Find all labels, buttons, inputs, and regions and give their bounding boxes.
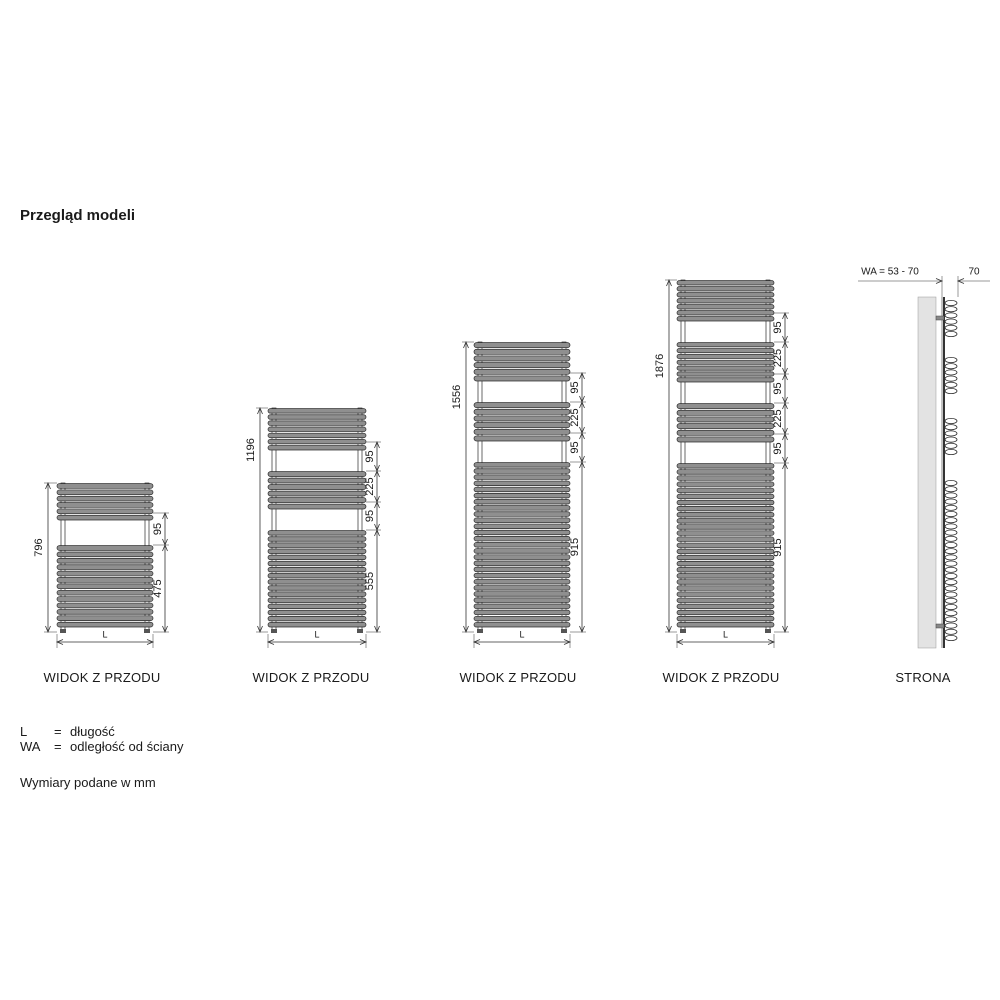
radiator-tube	[474, 463, 570, 468]
radiator-tube	[268, 604, 366, 609]
radiator-foot	[357, 629, 363, 633]
radiator-tube	[474, 493, 570, 498]
radiator-tube	[57, 578, 153, 583]
radiator-tube	[268, 616, 366, 621]
radiator-tube	[57, 509, 153, 514]
segment-label: 95	[363, 509, 376, 523]
radiator-tube	[57, 565, 153, 570]
radiator-tube	[677, 531, 774, 536]
segment-label: 915	[771, 538, 784, 557]
radiator-tube	[677, 410, 774, 415]
radiator-tube	[677, 537, 774, 542]
radiator-tube	[268, 498, 366, 503]
radiator-tube	[677, 430, 774, 435]
radiator-tube	[677, 610, 774, 615]
side-tube-profile	[945, 524, 957, 529]
radiator-tube	[57, 590, 153, 595]
side-tube-profile	[945, 418, 957, 423]
segment-label: 95	[151, 522, 164, 536]
legend-key: WA	[20, 739, 41, 754]
segment-label: 225	[771, 348, 784, 368]
radiator-rail	[681, 280, 685, 632]
radiator-tube	[474, 429, 570, 434]
radiator-tube	[268, 409, 366, 414]
side-tube-profile	[945, 480, 957, 485]
radiator-tube	[677, 476, 774, 481]
radiator-tube	[474, 567, 570, 572]
segment-label: 225	[771, 409, 784, 428]
radiator-tube	[474, 376, 570, 381]
radiator-foot	[271, 629, 277, 633]
radiator-tube	[677, 470, 774, 475]
radiator-tube	[677, 281, 774, 285]
radiator-tube	[474, 423, 570, 428]
caption-model-1: WIDOK Z PRZODU	[43, 670, 161, 685]
radiator-rail	[766, 280, 770, 632]
side-tube-profile	[945, 487, 957, 492]
side-tube-profile	[945, 325, 957, 330]
radiator-tube	[677, 417, 774, 422]
radiator-tube	[268, 622, 366, 627]
radiator-tube	[57, 552, 153, 557]
radiator-tube	[57, 597, 153, 602]
radiator-tube	[268, 485, 366, 490]
radiator-foot	[60, 629, 66, 633]
radiator-tube	[268, 504, 366, 509]
radiator-tube	[677, 317, 774, 321]
radiator-tube	[268, 592, 366, 597]
side-tube-profile	[945, 499, 957, 504]
segment-label: 95	[771, 382, 784, 395]
radiator-tube	[268, 598, 366, 603]
radiator-tube	[57, 496, 153, 501]
radiator-tube	[57, 609, 153, 614]
page-title: Przegląd modeli	[20, 207, 136, 224]
radiator-tube	[474, 530, 570, 535]
height-label: 1556	[450, 384, 463, 410]
legend-row-wall-distance	[20, 739, 183, 754]
caption-model-4: WIDOK Z PRZODU	[662, 670, 780, 685]
radiator-tube	[474, 579, 570, 584]
side-tube-profile	[945, 598, 957, 603]
side-tube-profile	[945, 611, 957, 616]
radiator-tube	[677, 348, 774, 352]
radiator-tube	[268, 478, 366, 483]
height-label: 1196	[244, 438, 257, 462]
radiator-tube	[677, 424, 774, 429]
radiator-tube	[677, 549, 774, 554]
side-tube-profile	[945, 635, 957, 640]
side-tube-profile	[945, 388, 957, 393]
radiator-tube	[57, 503, 153, 508]
radiator-tube	[57, 603, 153, 608]
radiator-tube	[474, 475, 570, 480]
radiator-tube	[677, 598, 774, 603]
radiator-tube	[677, 372, 774, 376]
radiator-tube	[677, 561, 774, 566]
wall-bracket	[936, 624, 944, 628]
radiator-tube	[268, 555, 366, 560]
radiator-foot	[765, 629, 771, 633]
radiator-tube	[268, 549, 366, 554]
radiator-tube	[474, 592, 570, 597]
radiator-tube	[268, 415, 366, 420]
radiator-tube	[268, 586, 366, 591]
side-tube-profile	[945, 549, 957, 554]
radiator-tube	[474, 343, 570, 348]
side-tube-profile	[945, 319, 957, 324]
caption-side-view: STRONA	[895, 670, 951, 685]
radiator-tube	[677, 378, 774, 382]
caption-model-3: WIDOK Z PRZODU	[459, 670, 577, 685]
radiator-tube	[268, 421, 366, 426]
radiator-tube	[268, 439, 366, 444]
radiator-tube	[677, 482, 774, 487]
radiator-tube	[474, 616, 570, 621]
radiator-tube	[474, 622, 570, 627]
radiator-foot	[680, 629, 686, 633]
radiator-tube	[677, 488, 774, 493]
radiator-tube	[474, 518, 570, 523]
segment-label: 475	[151, 579, 164, 598]
radiator-tube	[474, 369, 570, 374]
radiator-tube	[677, 500, 774, 505]
side-tube-profile	[945, 370, 957, 375]
radiator-tube	[474, 481, 570, 486]
radiator-tube	[474, 524, 570, 529]
radiator-foot	[477, 629, 483, 633]
radiator-tube	[677, 506, 774, 511]
radiator-tube	[474, 549, 570, 554]
radiator-tube	[677, 604, 774, 609]
legend-key: L	[20, 724, 28, 739]
side-tube-profile	[945, 505, 957, 510]
radiator-tube	[474, 469, 570, 474]
side-tube-profile	[945, 449, 957, 454]
height-label: 796	[32, 538, 45, 557]
legend-equals: =	[54, 724, 62, 739]
radiator-tube	[268, 472, 366, 477]
radiator-tube	[474, 363, 570, 368]
radiator-tube	[57, 558, 153, 563]
radiator-tube	[268, 537, 366, 542]
radiator-tube	[677, 404, 774, 409]
side-tube-profile	[945, 604, 957, 609]
wa-label: WA = 53 - 70	[861, 266, 919, 278]
side-tube-profile	[945, 561, 957, 566]
side-tube-profile	[945, 313, 957, 318]
radiator-tube	[677, 555, 774, 560]
side-tube-profile	[945, 592, 957, 597]
radiator-tube	[677, 580, 774, 585]
radiator-tube	[474, 349, 570, 354]
radiator-tube	[57, 490, 153, 495]
radiator-tube	[57, 515, 153, 520]
side-tube-profile	[945, 493, 957, 498]
segment-label: 95	[568, 441, 581, 454]
radiator-tube	[474, 555, 570, 560]
radiator-tube	[474, 403, 570, 408]
radiator-tube	[474, 416, 570, 421]
radiator-tube	[677, 512, 774, 517]
side-tube-profile	[945, 586, 957, 591]
radiator-tube	[268, 580, 366, 585]
wall-bracket	[936, 316, 944, 320]
radiator-tube	[474, 512, 570, 517]
radiator-tube	[268, 610, 366, 615]
radiator-tube	[57, 584, 153, 589]
radiator-tube	[677, 299, 774, 303]
radiator-tube	[474, 573, 570, 578]
side-tube-profile	[945, 331, 957, 336]
radiator-tube	[268, 573, 366, 578]
side-tube-profile	[945, 518, 957, 523]
segment-label: 95	[363, 450, 376, 463]
segment-label: 225	[363, 477, 376, 496]
radiator-tube	[268, 445, 366, 450]
length-label: L	[722, 629, 729, 640]
side-tube-profile	[945, 542, 957, 547]
radiator-tube	[474, 610, 570, 615]
legend-text: odległość od ściany	[70, 739, 184, 754]
radiator-tube	[474, 561, 570, 566]
radiator-tube	[677, 343, 774, 347]
segment-label: 95	[771, 442, 784, 455]
radiator-tube	[474, 409, 570, 414]
length-label: L	[314, 629, 320, 640]
radiator-tube	[677, 360, 774, 364]
radiator-tube	[677, 519, 774, 524]
radiator-tube	[677, 437, 774, 442]
radiator-tube	[677, 525, 774, 530]
length-label: L	[519, 629, 525, 640]
radiator-tube	[677, 464, 774, 469]
radiator-tube	[677, 543, 774, 548]
radiator-tube	[268, 433, 366, 438]
side-tube-profile	[945, 376, 957, 381]
side-tube-profile	[945, 617, 957, 622]
legend-row-length	[20, 724, 183, 739]
side-tube-profile	[945, 382, 957, 387]
segment-label: 225	[568, 408, 581, 427]
radiator-tube	[268, 543, 366, 548]
side-tube-profile	[945, 437, 957, 442]
radiator-tube	[268, 427, 366, 432]
side-tube-profile	[945, 511, 957, 516]
radiator-foot	[144, 629, 150, 633]
radiator-tube	[677, 311, 774, 315]
radiator-tube	[474, 356, 570, 361]
side-tube-profile	[945, 431, 957, 436]
side-tube-profile	[945, 536, 957, 541]
radiator-tube	[677, 494, 774, 499]
legend-equals: =	[54, 739, 62, 754]
side-tube-profile	[945, 573, 957, 578]
radiator-tube	[474, 586, 570, 591]
legend-text: długość	[70, 724, 115, 739]
segment-label: 915	[568, 537, 581, 557]
radiator-tube	[57, 571, 153, 576]
radiator-tube	[677, 622, 774, 627]
radiator-tube	[677, 366, 774, 370]
radiator-tube	[474, 487, 570, 492]
radiator-tube	[474, 598, 570, 603]
side-tube-profile	[945, 443, 957, 448]
height-label: 1876	[653, 353, 666, 379]
radiator-foot	[561, 629, 567, 633]
side-tube-profile	[945, 567, 957, 572]
radiator-tube	[57, 622, 153, 627]
radiator-tube	[474, 499, 570, 504]
radiator-tube	[677, 287, 774, 291]
segment-label: 555	[363, 571, 376, 591]
side-tube-profile	[945, 425, 957, 430]
radiator-tube	[677, 567, 774, 572]
side-tube-profile	[945, 629, 957, 634]
side-tube-profile	[945, 555, 957, 560]
radiator-tube	[677, 354, 774, 358]
side-tube-profile	[945, 300, 957, 305]
side-tube-profile	[945, 623, 957, 628]
legend	[20, 724, 183, 754]
depth-label: 70	[968, 266, 980, 278]
radiator-tube	[268, 491, 366, 496]
side-tube-profile	[945, 364, 957, 369]
side-tube-profile	[945, 580, 957, 585]
radiator-tube	[474, 543, 570, 548]
radiator-tube	[677, 592, 774, 597]
side-tube-profile	[945, 357, 957, 362]
wall-strip	[918, 297, 936, 648]
radiator-tube	[57, 484, 153, 489]
radiator-tube	[677, 574, 774, 579]
segment-label: 95	[771, 321, 784, 334]
radiator-tube	[57, 546, 153, 551]
caption-model-2: WIDOK Z PRZODU	[252, 670, 370, 685]
radiator-tube	[474, 536, 570, 541]
radiator-tube	[268, 567, 366, 572]
side-tube-profile	[945, 307, 957, 312]
radiator-tube	[268, 561, 366, 566]
radiator-tube	[474, 506, 570, 511]
length-label: L	[102, 629, 108, 640]
radiator-tube	[677, 616, 774, 621]
segment-label: 95	[568, 381, 581, 394]
radiator-tube	[474, 604, 570, 609]
radiator-tube	[474, 436, 570, 441]
radiator-tube	[268, 531, 366, 536]
side-tube-profile	[945, 530, 957, 535]
radiator-tube	[677, 305, 774, 309]
radiator-tube	[57, 616, 153, 621]
units-note: Wymiary podane w mm	[20, 775, 156, 790]
radiator-tube	[677, 293, 774, 297]
radiator-tube	[677, 586, 774, 591]
